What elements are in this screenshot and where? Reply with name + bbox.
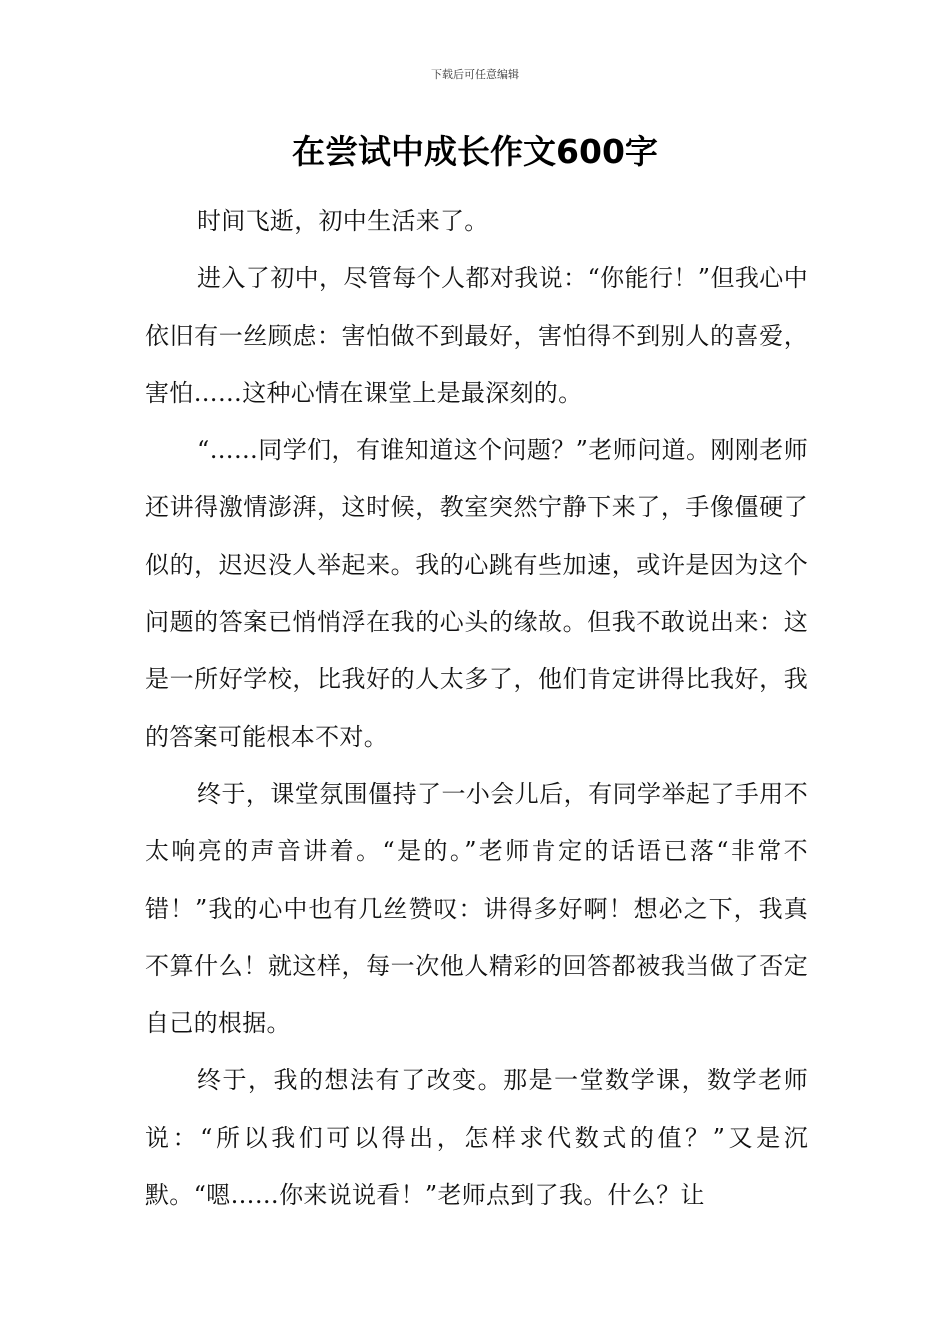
page-title: 在尝试中成长作文600字	[292, 132, 658, 171]
paragraph-1: 时间飞逝，初中生活来了。	[197, 207, 489, 235]
paragraph-5: 终于，我的想法有了改变。那是一堂数学课，数学老师说：“所以我们可以得出，怎样求代数式的值？”又是沉默。“嗯……你来说说看！”老师点到了我。什么？让	[145, 1066, 808, 1210]
paragraph-2: 进入了初中，尽管每个人都对我说：“你能行！”但我心中依旧有一丝顾虑：害怕做不到最好，害怕得不到别人的喜爱，害怕……这种心情在课堂上是最深刻的。	[145, 264, 808, 407]
header-note: 下载后可任意编辑	[431, 68, 519, 81]
essay-body	[145, 193, 808, 1224]
paragraph-3: “……同学们，有谁知道这个问题？”老师问道。刚刚老师还讲得激情澎湃，这时候，教室突然宁静下来了，手像僵硬了似的，迟迟没人举起来。我的心跳有些加速，或许是因为这个问题的答案已悄悄浮在我的心头的缘故。但我不敢说出来：这是一所好学校，比我好的人太多了，他们肯定讲得比我好，我的答案可能根本不对。	[145, 436, 808, 751]
paragraph-4: 终于，课堂氛围僵持了一小会儿后，有同学举起了手用不太响亮的声音讲着。“是的。”老师肯定的话语已落“非常不错！”我的心中也有几丝赞叹：讲得多好啊！想必之下，我真不算什么！就这样，每一次他人精彩的回答都被我当做了否定自己的根据。	[145, 779, 808, 1038]
